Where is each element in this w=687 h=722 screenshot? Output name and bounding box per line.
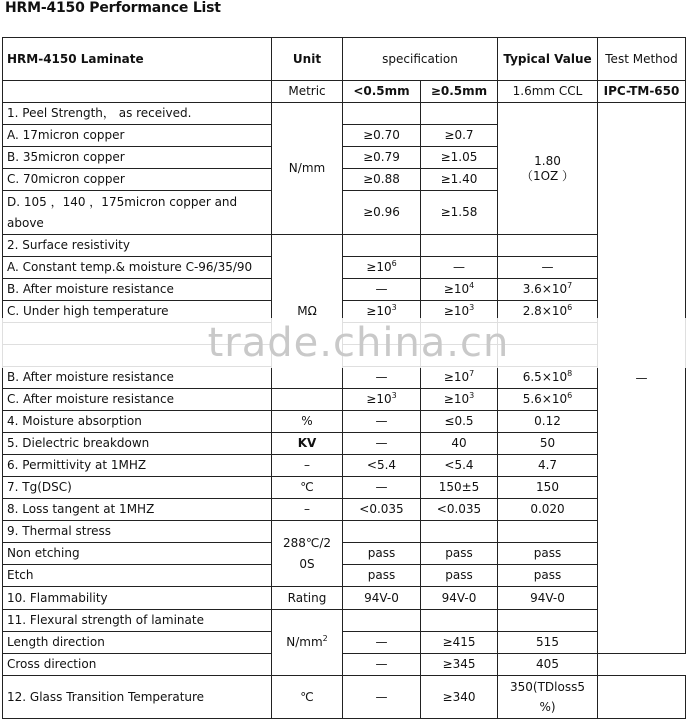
property-unit: ℃ xyxy=(272,477,343,499)
glass-typical: 350(TDloss5 %) xyxy=(498,676,598,719)
flexural-row-label: Cross direction xyxy=(3,654,272,676)
volume-b-ge: $\ge 10^7$ xyxy=(421,367,498,389)
volume-c-lt: $\ge 10^3$ xyxy=(343,389,421,411)
thermal-row-typical: pass xyxy=(498,543,598,565)
property-label: 6. Permittivity at 1MHZ xyxy=(3,455,272,477)
glass-unit: ℃ xyxy=(272,676,343,719)
surface-a-typical: — xyxy=(498,257,598,279)
surface-c-ge: $\ge 10^3$ xyxy=(421,301,498,323)
thermal-row-label: Non etching xyxy=(3,543,272,565)
property-typical: 0.020 xyxy=(498,499,598,521)
header-specification: specification xyxy=(343,38,498,81)
peel-row-lt: ≥0.79 xyxy=(343,147,421,169)
surface-b-typical: $3.6\times 10^7$ xyxy=(498,279,598,301)
flammability-ge: 94V-0 xyxy=(421,587,498,610)
surface-b-label: B. After moisture resistance xyxy=(3,279,272,301)
flexural-unit: $N/mm^2$ xyxy=(272,610,343,676)
property-unit: – xyxy=(272,455,343,477)
header-unit: Unit xyxy=(272,38,343,81)
property-ge: 40 xyxy=(421,433,498,455)
property-unit: KV xyxy=(272,433,343,455)
property-lt: <0.035 xyxy=(343,499,421,521)
surface-a-label: A. Constant temp.& moisture C-96/35/90 xyxy=(3,257,272,279)
header-typical-value: Typical Value xyxy=(498,38,598,81)
property-lt: — xyxy=(343,477,421,499)
flammability-label: 10. Flammability xyxy=(3,587,272,610)
surface-a-lt: $\ge 10^6$ xyxy=(343,257,421,279)
header-laminate: HRM-4150 Laminate xyxy=(3,38,272,81)
peel-row-label: C. 70micron copper xyxy=(3,169,272,191)
surface-b-ge: $\ge 10^4$ xyxy=(421,279,498,301)
property-label: 5. Dielectric breakdown xyxy=(3,433,272,455)
surface-b-lt: — xyxy=(343,279,421,301)
thermal-row-typical: pass xyxy=(498,565,598,587)
property-unit: – xyxy=(272,499,343,521)
volume-c-ge: $\ge 10^3$ xyxy=(421,389,498,411)
volume-b-lt: — xyxy=(343,367,421,389)
flexural-row-typical: 405 xyxy=(498,654,598,676)
peel-row-label: A. 17micron copper xyxy=(3,125,272,147)
thermal-title: 9. Thermal stress xyxy=(3,521,272,543)
flexural-row-typical: 515 xyxy=(498,632,598,654)
test-method-value: — xyxy=(598,103,686,654)
surface-title: 2. Surface resistivity xyxy=(3,235,272,257)
thermal-row-ge: pass xyxy=(421,565,498,587)
header-test-method: Test Method xyxy=(598,38,686,81)
glass-label: 12. Glass Transition Temperature xyxy=(3,676,272,719)
peel-row-label: B. 35micron copper xyxy=(3,147,272,169)
peel-typical-line2: （1OZ ） xyxy=(520,168,575,183)
property-ge: ≤0.5 xyxy=(421,411,498,433)
property-typical: 4.7 xyxy=(498,455,598,477)
flexural-row-ge: ≥345 xyxy=(421,654,498,676)
property-label: 7. Tg(DSC) xyxy=(3,477,272,499)
property-lt: <5.4 xyxy=(343,455,421,477)
glass-ge: ≥340 xyxy=(421,676,498,719)
thermal-row-ge: pass xyxy=(421,543,498,565)
volume-c-label: C. After moisture resistance xyxy=(3,389,272,411)
thermal-row-lt: pass xyxy=(343,565,421,587)
property-label: 4. Moisture absorption xyxy=(3,411,272,433)
property-unit: % xyxy=(272,411,343,433)
peel-row-ge: ≥0.7 xyxy=(421,125,498,147)
glass-lt: — xyxy=(343,676,421,719)
peel-row-ge: ≥1.05 xyxy=(421,147,498,169)
peel-title: 1. Peel Strength， as received. xyxy=(3,103,272,125)
surface-unit: MΩ xyxy=(272,235,343,389)
flammability-typical: 94V-0 xyxy=(498,587,598,610)
thermal-row-label: Etch xyxy=(3,565,272,587)
peel-row-lt: ≥0.70 xyxy=(343,125,421,147)
surface-c-lt: $\ge 10^3$ xyxy=(343,301,421,323)
property-typical: 50 xyxy=(498,433,598,455)
volume-b-typical: $6.5\times 10^8$ xyxy=(498,367,598,389)
peel-row-label: D. 105 ，140 ，175micron copper and above xyxy=(3,191,272,235)
flexural-row-ge: ≥415 xyxy=(421,632,498,654)
flexural-row-label: Length direction xyxy=(3,632,272,654)
property-ge: 150±5 xyxy=(421,477,498,499)
property-lt: — xyxy=(343,433,421,455)
thermal-unit: 288℃/2 0S xyxy=(272,521,343,587)
property-ge: <5.4 xyxy=(421,455,498,477)
page-title: HRM-4150 Performance List xyxy=(5,0,221,16)
surface-a-ge: — xyxy=(421,257,498,279)
volume-c-typical: $5.6\times 10^6$ xyxy=(498,389,598,411)
peel-typical xyxy=(498,103,598,235)
peel-row-ge: ≥1.58 xyxy=(421,191,498,235)
property-lt: — xyxy=(343,411,421,433)
peel-row-lt: ≥0.96 xyxy=(343,191,421,235)
flexural-title: 11. Flexural strength of laminate xyxy=(3,610,272,632)
peel-row-lt: ≥0.88 xyxy=(343,169,421,191)
header-ge: ≥0.5mm xyxy=(421,81,498,103)
property-label: 8. Loss tangent at 1MHZ xyxy=(3,499,272,521)
header-method-sub: IPC-TM-650 xyxy=(598,81,686,103)
watermark-text: trade.china.cn xyxy=(207,320,510,366)
volume-c-unit xyxy=(272,389,343,411)
flexural-row-lt: — xyxy=(343,654,421,676)
flammability-unit: Rating xyxy=(272,587,343,610)
flammability-lt: 94V-0 xyxy=(343,587,421,610)
thermal-row-lt: pass xyxy=(343,543,421,565)
property-typical: 150 xyxy=(498,477,598,499)
volume-b-label: B. After moisture resistance xyxy=(3,367,272,389)
peel-unit: N/mm xyxy=(272,103,343,235)
property-typical: 0.12 xyxy=(498,411,598,433)
property-ge: <0.035 xyxy=(421,499,498,521)
header-lt: <0.5mm xyxy=(343,81,421,103)
surface-c-typical: $2.8\times 10^6$ xyxy=(498,301,598,323)
header-typical-sub: 1.6mm CCL xyxy=(498,81,598,103)
peel-row-ge: ≥1.40 xyxy=(421,169,498,191)
surface-c-label: C. Under high temperature xyxy=(3,301,272,323)
flexural-row-lt: — xyxy=(343,632,421,654)
peel-typical-line1: 1.80 xyxy=(534,153,561,168)
performance-table xyxy=(2,37,686,719)
header-metric: Metric xyxy=(272,81,343,103)
